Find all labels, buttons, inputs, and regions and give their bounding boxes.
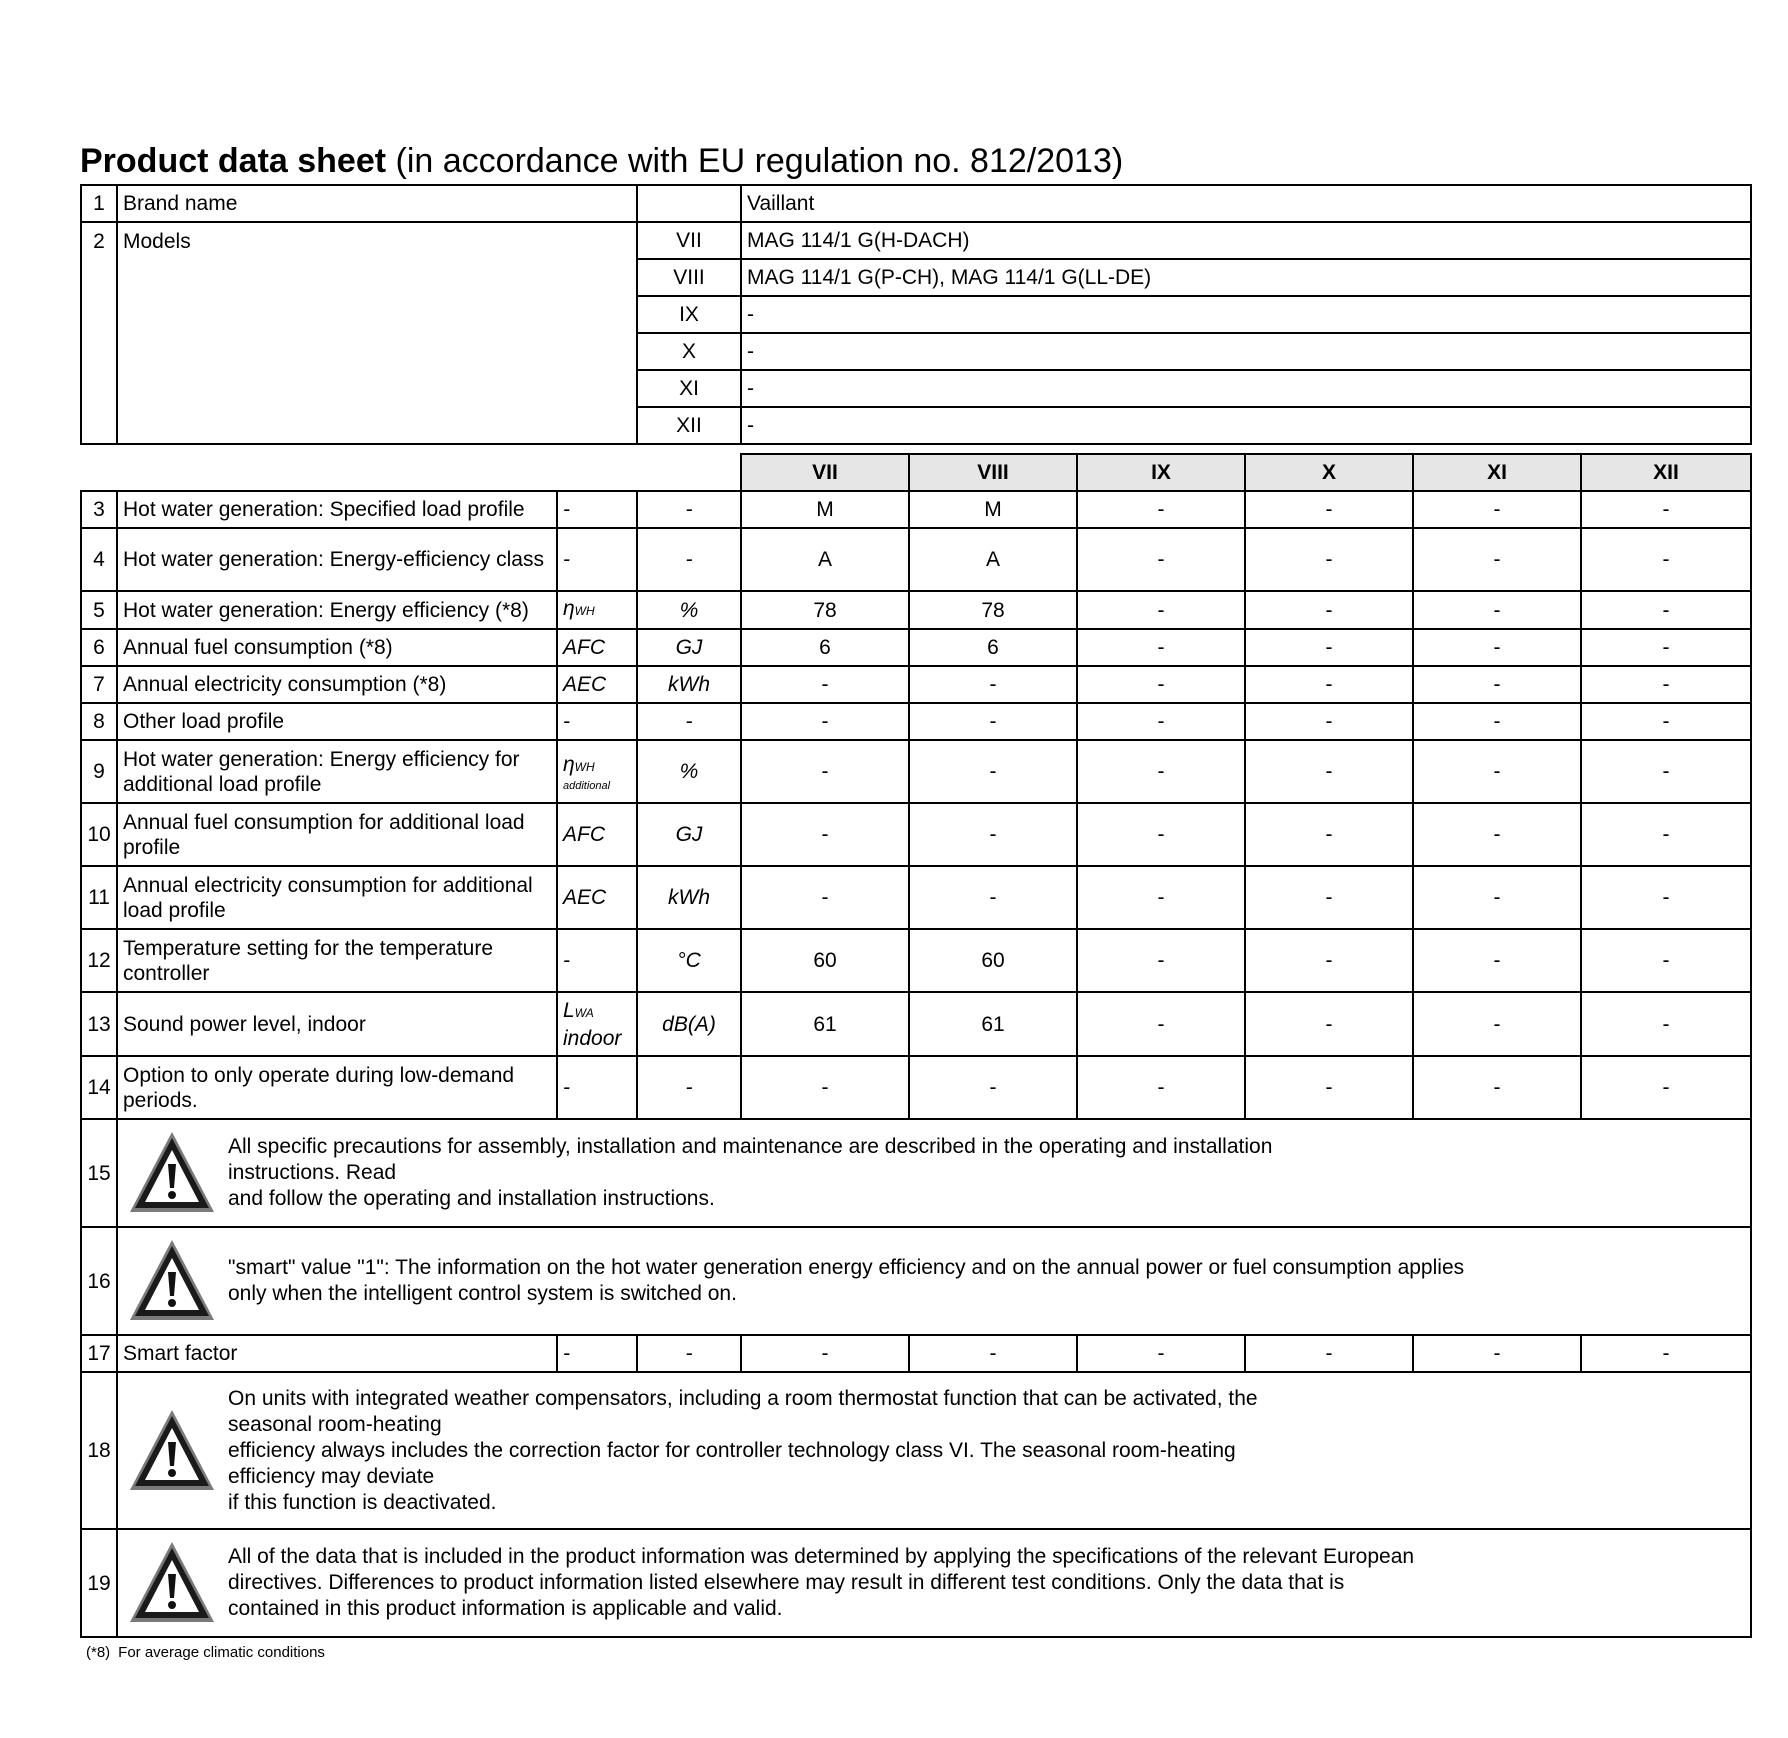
column-header-row (81, 454, 1751, 491)
unit-cell: kWh (637, 866, 741, 929)
model-value: - (741, 333, 1751, 370)
row-label: Other load profile (117, 703, 557, 740)
model-code: IX (637, 296, 741, 333)
symbol: L (563, 998, 575, 1022)
value-cell: - (1077, 803, 1245, 866)
row-label: Hot water generation: Energy efficiency (*8) (117, 591, 557, 629)
note-line: efficiency always includes the correction factor for controller technology class VI. The seasonal room-heating (228, 1438, 1236, 1462)
value-cell: - (1413, 591, 1581, 629)
value-cell: - (1581, 666, 1751, 703)
column-header: XII (1581, 454, 1751, 491)
warning-triangle-icon (126, 1128, 218, 1218)
value-cell: - (1581, 929, 1751, 992)
symbol-cell (557, 528, 637, 591)
note-text (228, 1255, 1464, 1307)
note-text (228, 1386, 1258, 1516)
value-cell: 61 (741, 992, 909, 1056)
value-cell: - (1077, 1056, 1245, 1119)
unit-cell: dB(A) (637, 992, 741, 1056)
row-label: Annual electricity consumption (*8) (117, 666, 557, 703)
value-cell: - (1413, 929, 1581, 992)
row-number: 10 (81, 803, 117, 866)
value-cell: - (909, 1056, 1077, 1119)
row-number: 14 (81, 1056, 117, 1119)
value-cell: - (909, 740, 1077, 803)
unit-cell: - (637, 528, 741, 591)
column-header: VIII (909, 454, 1077, 491)
model-value: MAG 114/1 G(P-CH), MAG 114/1 G(LL-DE) (741, 259, 1751, 296)
brand-row (81, 185, 1751, 222)
symbol-qualifier: indoor (563, 1026, 622, 1050)
symbol: AEC (563, 886, 607, 909)
value-cell: - (1581, 992, 1751, 1056)
model-code: X (637, 333, 741, 370)
row-number: 17 (81, 1335, 117, 1372)
symbol: AFC (563, 636, 605, 659)
value-cell: - (1581, 1056, 1751, 1119)
note-line: only when the intelligent control system is switched on. (228, 1282, 737, 1305)
symbol-cell (557, 992, 637, 1056)
row-number: 12 (81, 929, 117, 992)
row-number: 9 (81, 740, 117, 803)
value-cell: - (1077, 866, 1245, 929)
row-label: Hot water generation: Energy efficiency for additional load profile (117, 740, 557, 803)
value-cell: - (1245, 992, 1413, 1056)
table-row (81, 591, 1751, 629)
value-cell: - (741, 703, 909, 740)
value-cell: - (741, 1056, 909, 1119)
table-row (81, 528, 1751, 591)
model-row (81, 222, 1751, 259)
table-row (81, 929, 1751, 992)
value-cell: - (1077, 591, 1245, 629)
value-cell: - (1245, 1335, 1413, 1372)
value-cell: - (1245, 703, 1413, 740)
value-cell: 60 (909, 929, 1077, 992)
value-cell: - (1077, 528, 1245, 591)
table-row (81, 666, 1751, 703)
unit-cell: GJ (637, 629, 741, 666)
table-row (81, 866, 1751, 929)
symbol-cell (557, 929, 637, 992)
column-header: XI (1413, 454, 1581, 491)
unit-cell: % (637, 740, 741, 803)
value-cell: - (1413, 629, 1581, 666)
value-cell: 60 (741, 929, 909, 992)
title-rest: (in accordance with EU regulation no. 812/2013) (386, 142, 1124, 180)
note-text (228, 1544, 1414, 1622)
symbol: - (563, 498, 570, 521)
value-cell: - (1245, 629, 1413, 666)
value-cell: - (1413, 1056, 1581, 1119)
value-cell: - (1413, 803, 1581, 866)
unit-cell: - (637, 1335, 741, 1372)
value-cell: - (1581, 740, 1751, 803)
row-label: Hot water generation: Specified load profile (117, 491, 557, 528)
value-cell: - (1245, 591, 1413, 629)
symbol: AFC (563, 823, 605, 846)
note-row (81, 1529, 1751, 1637)
unit-cell: - (637, 1056, 741, 1119)
row-number: 7 (81, 666, 117, 703)
value-cell: - (1581, 591, 1751, 629)
value-cell: 6 (909, 629, 1077, 666)
value-cell: - (741, 740, 909, 803)
row-number: 3 (81, 491, 117, 528)
symbol-subscript: WH (574, 604, 595, 618)
value-cell: - (1413, 866, 1581, 929)
value-cell: - (1581, 1335, 1751, 1372)
value-cell: 6 (741, 629, 909, 666)
symbol-cell (557, 1056, 637, 1119)
note-cell (117, 1227, 1751, 1335)
warning-triangle-icon (126, 1236, 218, 1326)
value-cell: - (1077, 929, 1245, 992)
symbol-cell (557, 491, 637, 528)
unit-cell: - (637, 491, 741, 528)
table-row (81, 629, 1751, 666)
table-row (81, 740, 1751, 803)
value-cell: - (1581, 803, 1751, 866)
row-number: 13 (81, 992, 117, 1056)
note-line: "smart" value "1": The information on the hot water generation energy efficiency and on the annual power or fuel consumption applies (228, 1256, 1465, 1279)
value-cell: M (741, 491, 909, 528)
note-line: directives. Differences to product information listed elsewhere may result in different test conditions. Only the data that is (228, 1571, 1345, 1594)
header-blank (81, 454, 741, 491)
row-label: Annual fuel consumption (*8) (117, 629, 557, 666)
row-number: 8 (81, 703, 117, 740)
symbol: - (563, 1342, 570, 1365)
value-cell: - (1413, 666, 1581, 703)
note-content (118, 1236, 1750, 1326)
table-row (81, 803, 1751, 866)
symbol-cell (557, 703, 637, 740)
symbol: - (563, 949, 570, 972)
value-cell: - (741, 866, 909, 929)
note-line: instructions. Read (228, 1161, 397, 1184)
symbol-cell (557, 629, 637, 666)
symbol-qualifier: additional (563, 779, 611, 792)
note-line: On units with integrated weather compensators, including a room thermostat function that can be activated, the (228, 1386, 1258, 1410)
symbol: - (563, 710, 570, 733)
row-label: Models (117, 222, 637, 444)
note-row (81, 1119, 1751, 1227)
table-row (81, 491, 1751, 528)
symbol: η (563, 597, 575, 620)
symbol: η (563, 752, 575, 776)
unit-cell: GJ (637, 803, 741, 866)
row-number: 19 (81, 1529, 117, 1637)
table-row (81, 992, 1751, 1056)
value-cell: - (1077, 1335, 1245, 1372)
symbol-cell (557, 1335, 637, 1372)
unit-cell: °C (637, 929, 741, 992)
column-header: X (1245, 454, 1413, 491)
symbol: - (563, 548, 570, 571)
row-label: Smart factor (117, 1335, 557, 1372)
value-cell: - (1245, 1056, 1413, 1119)
note-row (81, 1227, 1751, 1335)
empty-cell (637, 185, 741, 222)
note-line: All specific precautions for assembly, installation and maintenance are described in the operating and installation (228, 1135, 1273, 1158)
value-cell: 78 (909, 591, 1077, 629)
value-cell: - (741, 666, 909, 703)
column-header: IX (1077, 454, 1245, 491)
row-number: 5 (81, 591, 117, 629)
row-number: 18 (81, 1372, 117, 1529)
model-code: XII (637, 407, 741, 444)
note-line: seasonal room-heating (228, 1412, 442, 1436)
note-content (118, 1128, 1750, 1218)
footnote (80, 1644, 1750, 1661)
model-value: - (741, 370, 1751, 407)
unit-cell: - (637, 703, 741, 740)
row-number: 6 (81, 629, 117, 666)
row-label: Annual fuel consumption for additional load profile (117, 803, 557, 866)
value-cell: 61 (909, 992, 1077, 1056)
note-cell (117, 1529, 1751, 1637)
row-number: 11 (81, 866, 117, 929)
symbol-cell (557, 591, 637, 629)
model-value: - (741, 296, 1751, 333)
note-row (81, 1372, 1751, 1529)
note-line: contained in this product information is applicable and valid. (228, 1597, 783, 1620)
value-cell: - (1413, 703, 1581, 740)
value-cell: A (909, 528, 1077, 591)
value-cell: - (1581, 491, 1751, 528)
symbol-cell (557, 740, 637, 803)
value-cell: - (909, 703, 1077, 740)
symbol: - (563, 1076, 570, 1099)
row-number: 15 (81, 1119, 117, 1227)
row-number: 1 (81, 185, 117, 222)
row-label: Hot water generation: Energy-efficiency class (117, 528, 557, 591)
value-cell: - (1077, 666, 1245, 703)
value-cell: - (1077, 740, 1245, 803)
value-cell: - (1245, 803, 1413, 866)
value-cell: A (741, 528, 909, 591)
model-value: - (741, 407, 1751, 444)
value-cell: - (909, 1335, 1077, 1372)
spacer-row (81, 444, 1751, 454)
value-cell: - (1413, 491, 1581, 528)
brand-value: Vaillant (741, 185, 1751, 222)
value-cell: - (1581, 629, 1751, 666)
row-number: 16 (81, 1227, 117, 1335)
column-header: VII (741, 454, 909, 491)
symbol-cell (557, 666, 637, 703)
value-cell: - (1245, 666, 1413, 703)
value-cell: - (1413, 528, 1581, 591)
row-label: Temperature setting for the temperature controller (117, 929, 557, 992)
unit-cell: kWh (637, 666, 741, 703)
value-cell: - (909, 666, 1077, 703)
model-code: VII (637, 222, 741, 259)
value-cell: - (1245, 528, 1413, 591)
warning-triangle-icon (126, 1406, 218, 1496)
value-cell: - (741, 803, 909, 866)
footnote-mark: (*8) (86, 1644, 111, 1661)
model-value: MAG 114/1 G(H-DACH) (741, 222, 1751, 259)
note-content (118, 1386, 1750, 1516)
note-content (118, 1538, 1750, 1628)
value-cell: M (909, 491, 1077, 528)
symbol-subscript: WA (574, 1005, 594, 1020)
row-number: 2 (81, 222, 117, 444)
value-cell: - (1077, 992, 1245, 1056)
footnote-text: For average climatic conditions (118, 1644, 325, 1661)
value-cell: - (1413, 992, 1581, 1056)
table-row (81, 1056, 1751, 1119)
value-cell: - (1245, 929, 1413, 992)
value-cell: - (1581, 866, 1751, 929)
row-label: Sound power level, indoor (117, 992, 557, 1056)
row-number: 4 (81, 528, 117, 591)
note-cell (117, 1372, 1751, 1529)
symbol-cell (557, 803, 637, 866)
row-label: Option to only operate during low-demand periods. (117, 1056, 557, 1119)
model-code: XI (637, 370, 741, 407)
row-label: Annual electricity consumption for additional load profile (117, 866, 557, 929)
unit-cell: % (637, 591, 741, 629)
value-cell: - (1245, 866, 1413, 929)
data-table (80, 184, 1752, 1638)
warning-triangle-icon (126, 1538, 218, 1628)
value-cell: - (1077, 491, 1245, 528)
symbol-cell (557, 866, 637, 929)
note-line: All of the data that is included in the product information was determined by applying the specifications of the relevant European (228, 1545, 1415, 1568)
value-cell: - (909, 803, 1077, 866)
value-cell: 78 (741, 591, 909, 629)
note-line: and follow the operating and installation instructions. (228, 1187, 715, 1210)
value-cell: - (1077, 703, 1245, 740)
symbol-subscript: WH (574, 759, 595, 774)
product-data-sheet (80, 138, 1750, 1661)
value-cell: - (1581, 703, 1751, 740)
symbol: AEC (563, 673, 607, 696)
note-text (228, 1134, 1272, 1212)
value-cell: - (1245, 491, 1413, 528)
value-cell: - (1077, 629, 1245, 666)
note-line: efficiency may deviate (228, 1464, 435, 1488)
page-title (80, 138, 1750, 184)
value-cell: - (1245, 740, 1413, 803)
model-code: VIII (637, 259, 741, 296)
note-cell (117, 1119, 1751, 1227)
table-row (81, 1335, 1751, 1372)
row-label: Brand name (117, 185, 637, 222)
note-line: if this function is deactivated. (228, 1490, 497, 1514)
value-cell: - (1413, 1335, 1581, 1372)
value-cell: - (1581, 528, 1751, 591)
table-row (81, 703, 1751, 740)
value-cell: - (741, 1335, 909, 1372)
title-bold: Product data sheet (80, 142, 387, 180)
value-cell: - (1413, 740, 1581, 803)
value-cell: - (909, 866, 1077, 929)
